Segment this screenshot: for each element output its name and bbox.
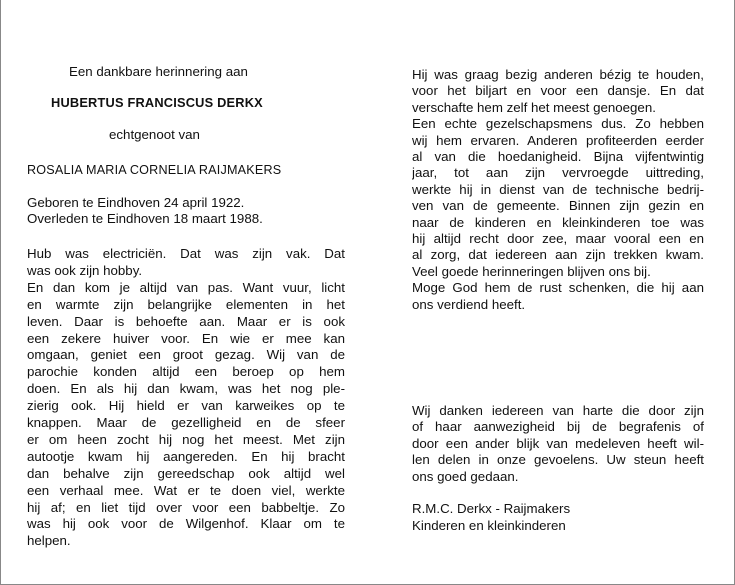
text-line: voor het biljart en voor een dansje. En dat: [412, 83, 704, 99]
text-line: ons goed gedaan.: [412, 468, 519, 484]
text-line: Hub was electriciën. Dat was zijn vak. Dat: [27, 246, 345, 261]
intro-text: Een dankbare herinnering aan: [69, 64, 248, 79]
spouse-label: echtgenoot van: [109, 127, 200, 142]
text-line: wij hem ervaren. Anderen profiteerden eerder: [412, 132, 704, 148]
text-line: knappen. Maar de gezelligheid en de sfeer: [27, 415, 345, 430]
text-line: was ook zijn hobby.: [27, 262, 143, 278]
text-line: Wij danken iedereen van harte die door zijn: [412, 403, 704, 418]
text-line: hij altijd recht door zee, maar vooral een en: [412, 231, 704, 246]
text-line: len delen in onze gevoelens. Uw steun heeft: [412, 452, 704, 468]
text-line: ons verdiend heeft.: [412, 296, 526, 312]
text-line: een verhaal mee. Wat er te doen viel, werkte: [27, 482, 345, 498]
text-line: al van die hoedanigheid. Bijna vijfentwintig: [412, 149, 704, 164]
text-line: was hij ook voor de Wilgenhof. Klaar om te: [27, 516, 345, 532]
text-line: Hij was graag bezig anderen bézig te houden,: [412, 67, 704, 82]
text-line: er om heen zocht hij nog het meest. Met zijn: [27, 431, 345, 447]
text-line: dan behalve zijn gereedschap ook altijd wel: [27, 465, 345, 481]
text-line: werkte hij in dienst van de technische bedrij-: [412, 181, 704, 197]
signature-family: R.M.C. Derkx - Raijmakers: [412, 501, 571, 516]
text-line: autootje kwam hij aangereden. En hij bracht: [27, 448, 345, 464]
text-line: hij af; en liet tijd over voor een babbeltje. Zo: [27, 499, 345, 515]
text-line: helpen.: [27, 533, 71, 549]
text-line: omgaan, geniet een groot gezag. Wij van de: [27, 347, 345, 363]
text-line: verschafte hem zelf het meest genoegen.: [412, 99, 656, 115]
text-line: En dan kom je altijd van pas. Want vuur, licht: [27, 279, 345, 295]
text-line: ven van de gemeente. Binnen zijn gezin en: [412, 198, 704, 214]
deceased-name: HUBERTUS FRANCISCUS DERKX: [51, 95, 263, 110]
text-line: naar de kinderen en kleinkinderen toe was: [412, 214, 704, 230]
spouse-name: ROSALIA MARIA CORNELIA RAIJMAKERS: [27, 163, 282, 177]
signature-children: Kinderen en kleinkinderen: [412, 518, 566, 533]
text-line: en warmte zijn belangrijke elementen in het: [27, 296, 345, 312]
text-line: al zorg, dat iedereen aan zijn trekken kwam.: [412, 247, 704, 263]
text-line: jaar, tot aan zijn vervroegde uittreding,: [412, 165, 704, 181]
birth-line: Geboren te Eindhoven 24 april 1922.: [27, 195, 245, 210]
text-line: Veel goede herinneringen blijven ons bij.: [412, 263, 651, 279]
text-line: een zekere huiver voor. En wie er mee kan: [27, 330, 345, 346]
text-line: leven. Daar is behoefte aan. Maar er is ook: [27, 313, 345, 329]
text-line: Een echte gezelschapsmens dus. Zo hebben: [412, 116, 704, 132]
text-line: door een ander blijk van medeleven heeft wil-: [412, 435, 704, 451]
text-line: doen. En als hij dan kwam, was het nog ple-: [27, 381, 345, 397]
text-line: Moge God hem de rust schenken, die hij aan: [412, 280, 704, 296]
text-line: zierig ook. Hij hield er van karweikes op te: [27, 398, 345, 414]
text-line: of haar aanwezigheid bij de begrafenis of: [412, 419, 704, 435]
text-line: parochie konden altijd een beroep op hem: [27, 364, 345, 380]
death-line: Overleden te Eindhoven 18 maart 1988.: [27, 211, 263, 226]
